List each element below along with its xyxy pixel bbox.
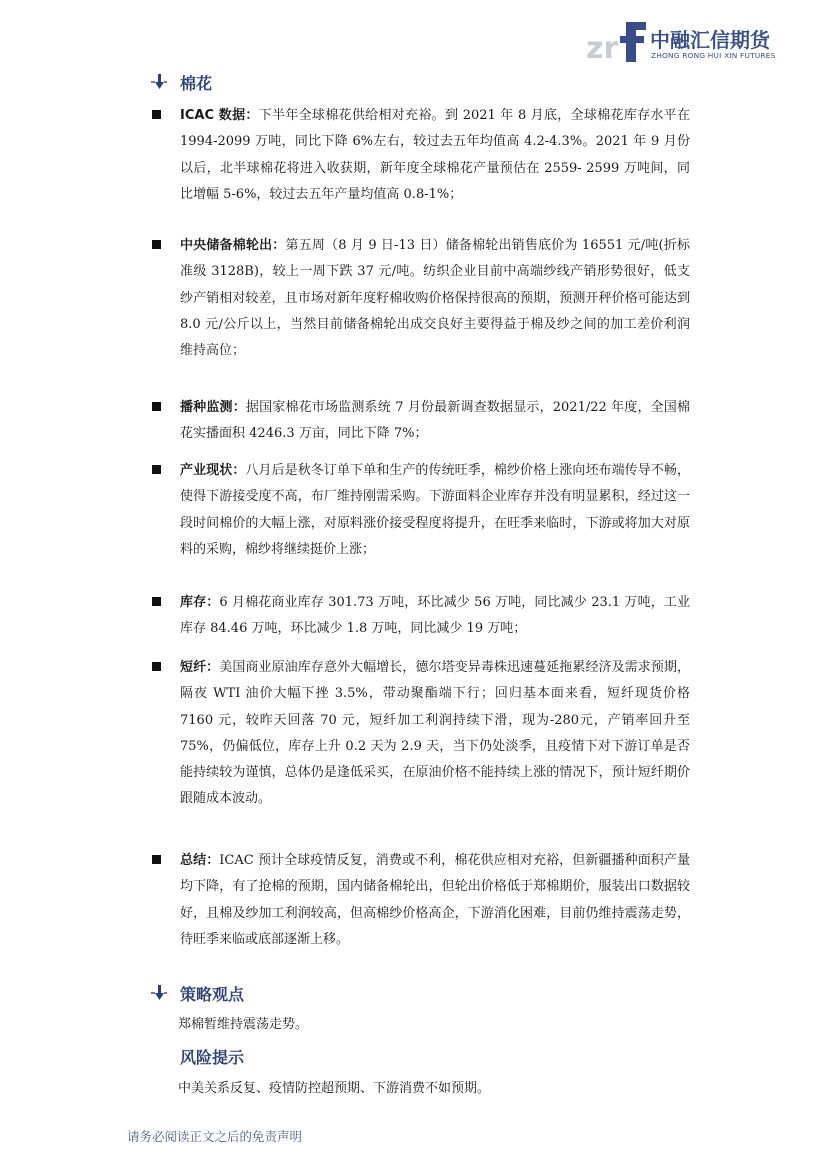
zrf-logo-icon	[586, 18, 648, 64]
bullet-item-inventory	[150, 590, 690, 643]
bullet-item-industry	[150, 458, 690, 563]
svg-text:zr: zr	[586, 31, 619, 64]
item-text: 据国家棉花市场监测系统 7 月份最新调查数据显示，2021/22 年度，全国棉花实播面积 4246.3 万亩，同比下降 7%；	[180, 400, 690, 442]
item-label: 总结：	[180, 853, 220, 868]
square-bullet-icon	[152, 855, 161, 864]
square-bullet-icon	[152, 402, 161, 411]
item-label: 产业现状：	[180, 463, 246, 478]
item-label: 短纤：	[180, 660, 220, 675]
arrow-bullet-icon	[150, 984, 168, 1002]
heading-text: 棉花	[180, 73, 213, 93]
section-heading-strategy	[150, 981, 244, 1005]
item-label: 中央储备棉轮出：	[180, 238, 286, 253]
bullet-item-reserve	[150, 233, 690, 364]
item-text: ICAC 预计全球疫情反复，消费或不利，棉花供应相对充裕，但新疆播种面积产量均下降，有了抢棉的预期，国内储备棉轮出，但轮出价格低于郑棉期价，服装出口数据较好，且棉及纱加工利润较高，但高棉纱价格高企，下游消化困难，目前仍维持震荡走势，待旺季来临或底部逐渐上移。	[180, 853, 690, 947]
item-text: 下半年全球棉花供给相对充裕。到 2021 年 8 月底，全球棉花库存水平在 1994-2099 万吨，同比下降 6%左右，较过去五年均值高 4.2-4.3%。2021 年 9 月份以后，北半球棉花将进入收获期，新年度全球棉花产量预估在 2559- 2599 万吨间，同比增幅 5-6%，较过去五年产量均值高 0.8-1%；	[180, 108, 690, 202]
risk-text: 中美关系反复、疫情防控超预期、下游消费不如预期。	[178, 1081, 491, 1096]
heading-text: 风险提示	[180, 1047, 245, 1067]
heading-text: 策略观点	[180, 984, 245, 1004]
item-label: 库存：	[180, 595, 220, 610]
item-text: 美国商业原油库存意外大幅增长，德尔塔变异毒株迅速蔓延拖累经济及需求预期，隔夜 WTI 油价大幅下挫 3.5%，带动聚酯端下行；回归基本面来看，短纤现货价格 7160 元，较昨天回落 70 元，短纤加工利润持续下滑，现为-280元，产销率回升至 75%，仍偏低位，库存上升 0.2 天为 2.9 天，当下仍处淡季，且疫情下对下游订单是否能持续较为谨慎，总体仍是逢低采买，在原油价格不能持续上涨的情况下，预计短纤期价跟随成本波动。	[180, 660, 690, 807]
logo-english-name: ZHONG RONG HUI XIN FUTURES	[651, 51, 776, 60]
strategy-text: 郑棉暂维持震荡走势。	[178, 1017, 309, 1032]
square-bullet-icon	[152, 110, 161, 119]
square-bullet-icon	[152, 240, 161, 249]
bullet-item-summary	[150, 848, 690, 953]
item-label: 播种监测：	[180, 400, 246, 415]
logo-chinese-name: 中融汇信期货	[650, 28, 770, 52]
square-bullet-icon	[152, 597, 161, 606]
bullet-item-sowing	[150, 395, 690, 448]
bullet-item-icac	[150, 103, 690, 208]
disclaimer-footer: 请务必阅读正文之后的免责声明	[127, 1129, 303, 1144]
square-bullet-icon	[152, 465, 161, 474]
arrow-bullet-icon	[150, 73, 168, 91]
section-heading-risk	[180, 1044, 244, 1068]
item-text: 八月后是秋冬订单下单和生产的传统旺季，棉纱价格上涨向坯布端传导不畅，使得下游接受度不高，布厂维持刚需采购。下游面料企业库存并没有明显累积，经过这一段时间棉价的大幅上涨，对原料涨价接受程度将提升，在旺季来临时，下游或将加大对原料的采购，棉纱将继续挺价上涨；	[180, 463, 690, 557]
section-heading-cotton	[150, 70, 212, 94]
company-logo	[586, 18, 776, 64]
square-bullet-icon	[152, 662, 161, 671]
bullet-item-staple-fiber	[150, 655, 690, 813]
item-text: 6 月棉花商业库存 301.73 万吨，环比减少 56 万吨，同比减少 23.1 万吨，工业库存 84.46 万吨，环比减少 1.8 万吨，同比减少 19 万吨；	[180, 595, 690, 637]
item-label: ICAC 数据：	[180, 108, 259, 123]
item-text: 第五周（8 月 9 日-13 日）储备棉轮出销售底价为 16551 元/吨(折标准级 3128B)，较上一周下跌 37 元/吨。纺织企业目前中高端纱线产销形势很好，低支纱产销相对较差，且市场对新年度籽棉收购价格保持很高的预期，预测开秤价格可能达到 8.0 元/公斤以上，当然目前储备棉轮出成交良好主要得益于棉及纱之间的加工差价利润维持高位；	[180, 238, 690, 359]
